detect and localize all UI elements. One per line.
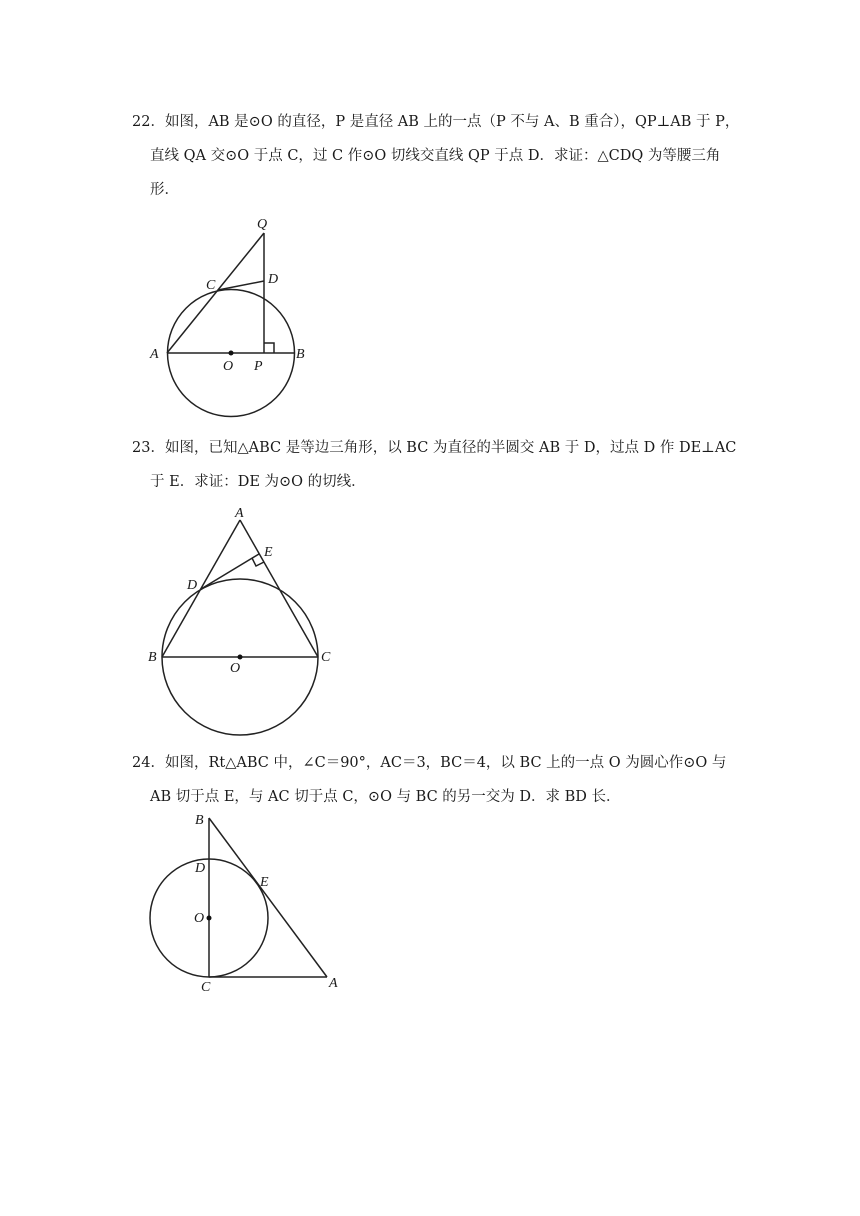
- side-ab: [209, 818, 327, 977]
- problem-23-line-1: 23．如图，已知△ABC 是等边三角形，以 BC 为直径的半圆交 AB 于 D，过点 D 作 DE⊥AC: [132, 440, 737, 456]
- label-e: E: [260, 875, 269, 890]
- label-q: Q: [257, 217, 268, 232]
- problem-24-line-2: AB 切于点 E，与 AC 切于点 C，⊙O 与 BC 的另一交为 D．求 BD 长．: [150, 789, 621, 805]
- label-c: C: [201, 980, 211, 995]
- label-d: D: [195, 861, 206, 876]
- problem-22-line-3: 形．: [150, 182, 179, 198]
- label-c: C: [206, 278, 216, 293]
- problem-24-line-1: 24．如图，Rt△ABC 中，∠C＝90°，AC＝3，BC＝4，以 BC 上的一点 O 为圆心作⊙O 与: [132, 755, 727, 771]
- label-a: A: [235, 506, 244, 521]
- label-a: A: [329, 976, 338, 991]
- label-p: P: [254, 359, 263, 374]
- problem-23-line-2: 于 E．求证：DE 为⊙O 的切线．: [150, 474, 366, 490]
- label-o: O: [230, 661, 241, 676]
- problem-22-line-2: 直线 QA 交⊙O 于点 C，过 C 作⊙O 切线交直线 QP 于点 D．求证：△CDQ 为等腰三角: [150, 148, 721, 164]
- label-b: B: [148, 650, 157, 665]
- label-b: B: [296, 347, 305, 362]
- label-a: A: [150, 347, 159, 362]
- label-o: O: [223, 359, 234, 374]
- label-d: D: [268, 272, 279, 287]
- problem-22-line-1: 22．如图，AB 是⊙O 的直径，P 是直径 AB 上的一点（P 不与 A、B 重合），QP⊥AB 于 P，: [132, 114, 740, 130]
- label-c: C: [321, 650, 331, 665]
- label-d: D: [187, 578, 198, 593]
- center-dot: [207, 916, 212, 921]
- label-b: B: [195, 813, 204, 828]
- label-o: O: [194, 911, 205, 926]
- label-e: E: [264, 545, 273, 560]
